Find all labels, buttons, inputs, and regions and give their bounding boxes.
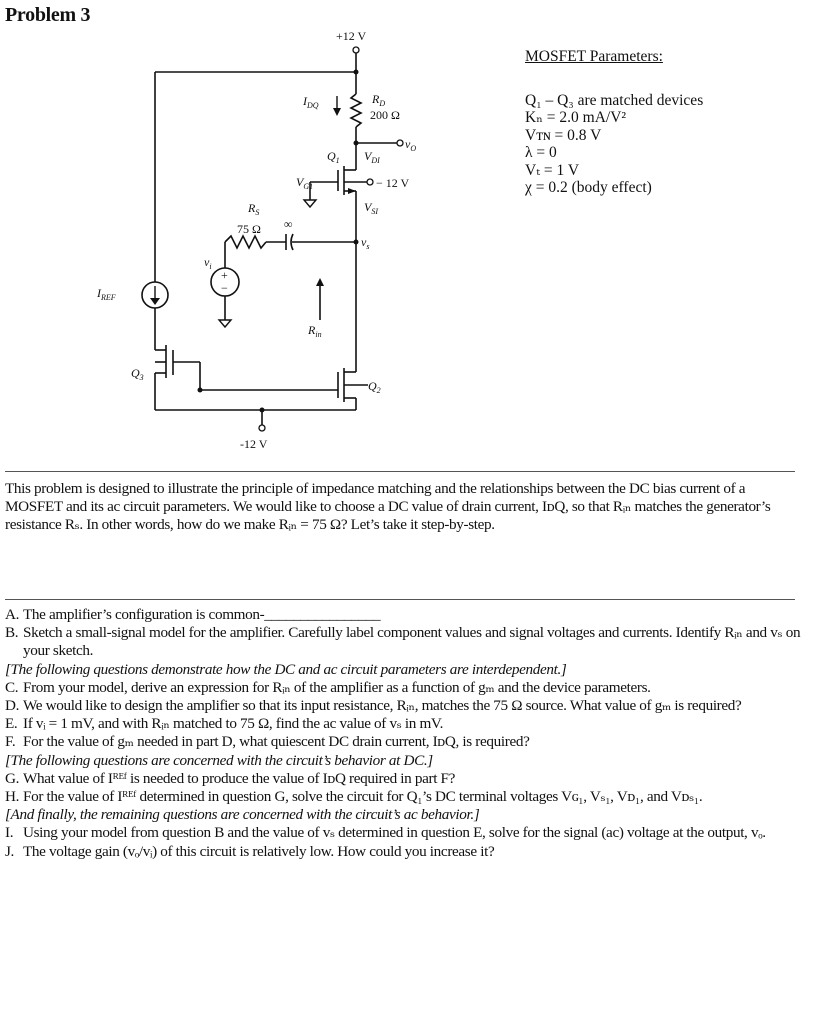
question-text: The amplifier’s configuration is common-________________ <box>23 606 381 623</box>
rd-value: 200 Ω <box>370 108 400 122</box>
question-text: Sketch a small-signal model for the amplifier. Carefully label component values and signal voltages and currents. Identify Rᵢₙ and vₛ on your sketch. <box>23 624 801 660</box>
supply-neg-label: -12 V <box>240 437 268 451</box>
question-label: B. <box>5 624 19 642</box>
parameters-title: MOSFET Parameters: <box>525 48 663 65</box>
problem-intro: This problem is designed to illustrate the principle of impedance matching and the relationships between the DC bias current of a MOSFET and its ac circuit parameters. We would like to choose a DC value of drain current, IᴅQ, so that Rᵢₙ matches the generator’s resistance Rₛ. In other words, how do we make Rᵢₙ = 75 Ω? Let’s take it step-by-step. <box>5 480 771 533</box>
question-label: D. <box>5 697 20 715</box>
question-label: I. <box>5 824 14 842</box>
question-item <box>5 606 805 624</box>
vo-label: $v_O$ <box>405 137 417 153</box>
idq-arrow <box>333 96 341 116</box>
vdi-label: $V_{DI}$ <box>364 149 380 165</box>
question-label: G. <box>5 769 20 787</box>
vs1-label: $V_{SI}$ <box>364 200 379 216</box>
vi-plus: + <box>221 268 228 282</box>
iref-label: $I_{REF}$ <box>97 286 116 302</box>
question-item <box>5 697 805 715</box>
param-line: χ = 0.2 (body effect) <box>525 179 652 196</box>
question-list <box>5 606 805 861</box>
gate-bias-label: − 12 V <box>376 176 410 190</box>
q2-label: $Q_2$ <box>368 379 381 395</box>
question-item <box>5 788 805 806</box>
capacitor-label: ∞ <box>284 217 293 231</box>
question-text: If vᵢ = 1 mV, and with Rᵢₙ matched to 75 Ω, find the ac value of vₛ in mV. <box>23 715 444 733</box>
question-item <box>5 679 805 697</box>
question-label: C. <box>5 678 19 696</box>
question-text: We would like to design the amplifier so that its input resistance, Rᵢₙ, matches the 75 Ω source. What value of gₘ is required? <box>23 697 742 715</box>
vi-label: $v_i$ <box>204 255 212 271</box>
divider-top <box>5 471 795 472</box>
question-label: E. <box>5 715 18 733</box>
rs-label: $R_S$ <box>248 201 260 217</box>
junction-dots <box>198 70 359 413</box>
question-item <box>5 843 805 861</box>
section-note: [The following questions demonstrate how the DC and ac circuit parameters are interdependent.] <box>5 660 567 678</box>
rin-label: $R_{in}$ <box>308 323 322 339</box>
question-item <box>5 733 805 751</box>
question-label: A. <box>5 606 20 623</box>
section-note: [The following questions are concerned with the circuit’s behavior at DC.] <box>5 751 433 769</box>
divider-bottom <box>5 599 795 600</box>
question-item <box>5 824 805 842</box>
param-line: Vₜ = 1 V <box>525 161 580 179</box>
rin-arrow <box>316 278 324 286</box>
param-line: Q₁ – Q₃ are matched devices <box>525 91 704 109</box>
mosfet-parameters <box>525 48 703 197</box>
section-note: [And finally, the remaining questions are concerned with the circuit’s ac behavior.] <box>5 806 480 824</box>
rs-value: 75 Ω <box>237 222 261 236</box>
question-text: For the value of gₘ needed in part D, what quiescent DC drain current, IᴅQ, is required? <box>23 733 530 751</box>
vs-label: $v_s$ <box>361 235 370 251</box>
question-label: H. <box>5 788 20 806</box>
question-text: For the value of Iᴿᴱᶠ determined in question G, solve the circuit for Q₁’s DC terminal voltages Vɢ₁, Vₛ₁, Vᴅ₁, and Vᴅₛ₁. <box>23 788 703 806</box>
supply-pos-label: +12 V <box>336 29 367 43</box>
param-line: Vᴛɴ = 0.8 V <box>525 126 602 144</box>
coupling-capacitor <box>286 234 293 250</box>
question-item <box>5 770 805 788</box>
question-text: What value of Iᴿᴱᶠ is needed to produce the value of IᴅQ required in part F? <box>23 769 456 787</box>
rd-label: $R_D$ <box>372 92 386 108</box>
question-text: Using your model from question B and the value of vₛ determined in question E, solve for the signal (ac) voltage at the output, vₒ. <box>23 824 766 842</box>
question-label: F. <box>5 733 16 751</box>
iref-current-source <box>142 282 168 308</box>
question-label: J. <box>5 842 15 860</box>
problem-title: Problem 3 <box>5 4 91 26</box>
question-text: From your model, derive an expression for Rᵢₙ of the amplifier as a function of gₘ and the device parameters. <box>23 678 651 696</box>
vg1-label: $V_{G1}$ <box>296 175 314 191</box>
q1-label: $Q_1$ <box>327 149 340 165</box>
question-text: The voltage gain (vₒ/vᵢ) of this circuit is relatively low. How could you increase it? <box>23 842 495 860</box>
q3-label: $Q_3$ <box>131 366 144 382</box>
question-item <box>5 624 805 660</box>
idq-label: $I_{DQ}$ <box>303 94 319 110</box>
ground-symbols <box>219 200 316 327</box>
param-line: λ = 0 <box>525 144 557 161</box>
question-item <box>5 715 805 733</box>
param-line: Kₙ = 2.0 mA/V² <box>525 109 627 126</box>
q1-arrow <box>348 188 356 194</box>
circuit-schematic <box>0 20 520 460</box>
vi-minus: − <box>221 281 228 295</box>
